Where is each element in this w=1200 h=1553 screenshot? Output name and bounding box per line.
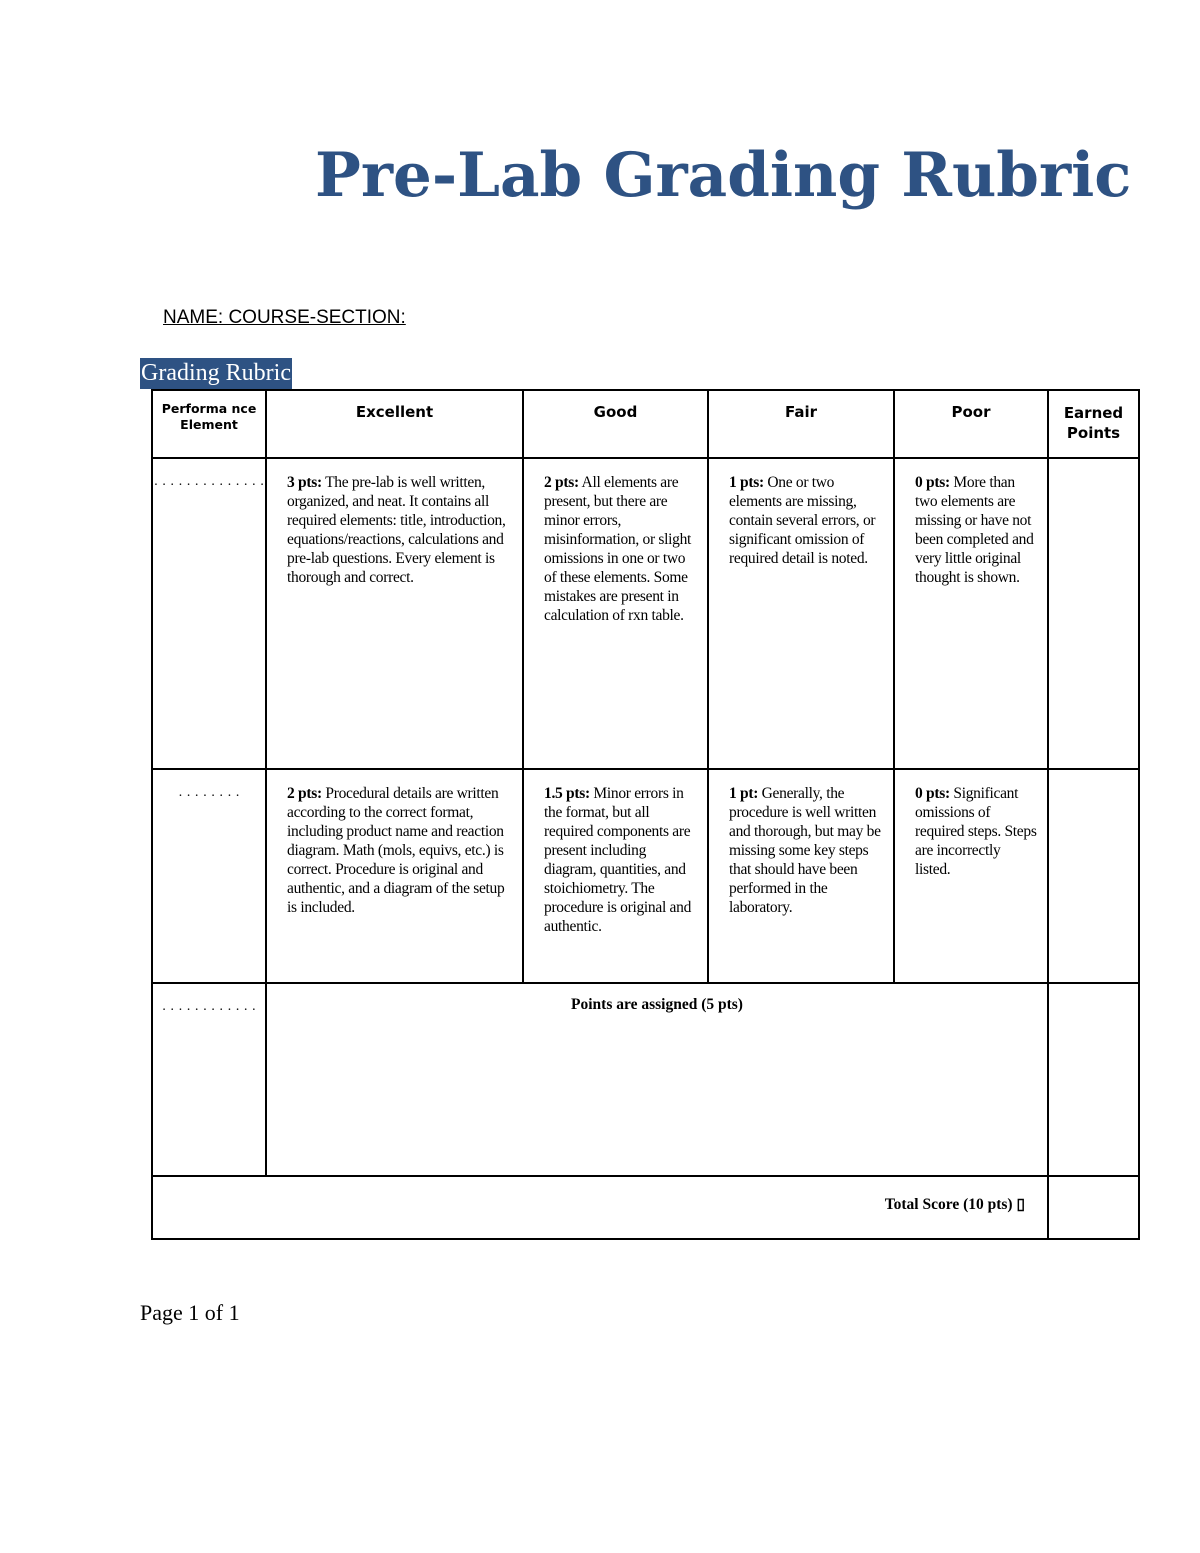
table-row [152, 983, 1139, 1176]
good-cell [523, 769, 708, 983]
header-performance-element: Performa nce Element [152, 390, 266, 458]
rubric-table [151, 389, 1140, 1240]
header-earned-points: Earned Points [1048, 390, 1139, 458]
performance-element-cell [152, 769, 266, 983]
excellent-cell [266, 769, 523, 983]
name-course-section-line: NAME: COURSE-SECTION: [163, 307, 406, 328]
points-label: 0 pts: [915, 785, 950, 802]
performance-element-cell [152, 983, 266, 1176]
fair-cell [708, 769, 894, 983]
grading-rubric-label: Grading Rubric [140, 358, 292, 389]
criteria-text: The pre-lab is well written, organized, and neat. It contains all required elements: title, introduction, equations/reactions, calculations and pre-lab questions. Every element is thorough and correct. [287, 474, 506, 586]
criteria-text: Procedural details are written according to the correct format, including product name and reaction diagram. Math (mols, equivs, etc.) is correct. Procedure is original and authentic, and a diagram of the setup is included. [287, 785, 505, 916]
total-score-label: Total Score (10 pts) ▯ [152, 1176, 1048, 1239]
points-label: 1 pts: [729, 474, 764, 491]
earned-points-cell[interactable] [1048, 458, 1139, 769]
table-row [152, 769, 1139, 983]
element-dots: · · · · · · · · · · · · [161, 1003, 257, 1018]
poor-cell [894, 458, 1048, 769]
points-label: 1.5 pts: [544, 785, 590, 802]
points-label: 3 pts: [287, 474, 322, 491]
good-cell [523, 458, 708, 769]
criteria-text: More than two elements are missing or have not been completed and very little original thought is shown. [915, 474, 1034, 586]
header-row [152, 390, 1139, 458]
page-number: Page 1 of 1 [140, 1300, 240, 1325]
excellent-cell [266, 458, 523, 769]
element-dots: · · · · · · · · [178, 789, 240, 804]
earned-points-cell[interactable] [1048, 769, 1139, 983]
poor-cell [894, 769, 1048, 983]
earned-points-cell[interactable] [1048, 983, 1139, 1176]
points-label: 0 pts: [915, 474, 950, 491]
table-row [152, 458, 1139, 769]
fair-cell [708, 458, 894, 769]
page-title: Pre-Lab Grading Rubric [315, 140, 1132, 211]
criteria-text: One or two elements are missing, contain several errors, or significant omission of required detail is noted. [729, 474, 876, 567]
header-excellent: Excellent [266, 390, 523, 458]
header-poor: Poor [894, 390, 1048, 458]
criteria-text: Significant omissions of required steps. Steps are incorrectly listed. [915, 785, 1037, 878]
criteria-text: Generally, the procedure is well written and thorough, but may be missing some key steps that should have been performed in the laboratory. [729, 785, 881, 916]
element-dots: · · · · · · · · · · · · · · [153, 478, 265, 493]
points-label: 2 pts: [287, 785, 322, 802]
performance-element-cell [152, 458, 266, 769]
points-label: 2 pts: [544, 474, 579, 491]
total-row [152, 1176, 1139, 1239]
points-label: 1 pt: [729, 785, 759, 802]
points-assigned-cell: Points are assigned (5 pts) [266, 983, 1048, 1176]
header-good: Good [523, 390, 708, 458]
header-fair: Fair [708, 390, 894, 458]
total-score-cell[interactable] [1048, 1176, 1139, 1239]
criteria-text: Minor errors in the format, but all required components are present including diagram, quantities, and stoichiometry. The procedure is original and authentic. [544, 785, 692, 935]
criteria-text: All elements are present, but there are minor errors, misinformation, or slight omissions in one or two of these elements. Some mistakes are present in calculation of rxn table. [544, 474, 692, 624]
